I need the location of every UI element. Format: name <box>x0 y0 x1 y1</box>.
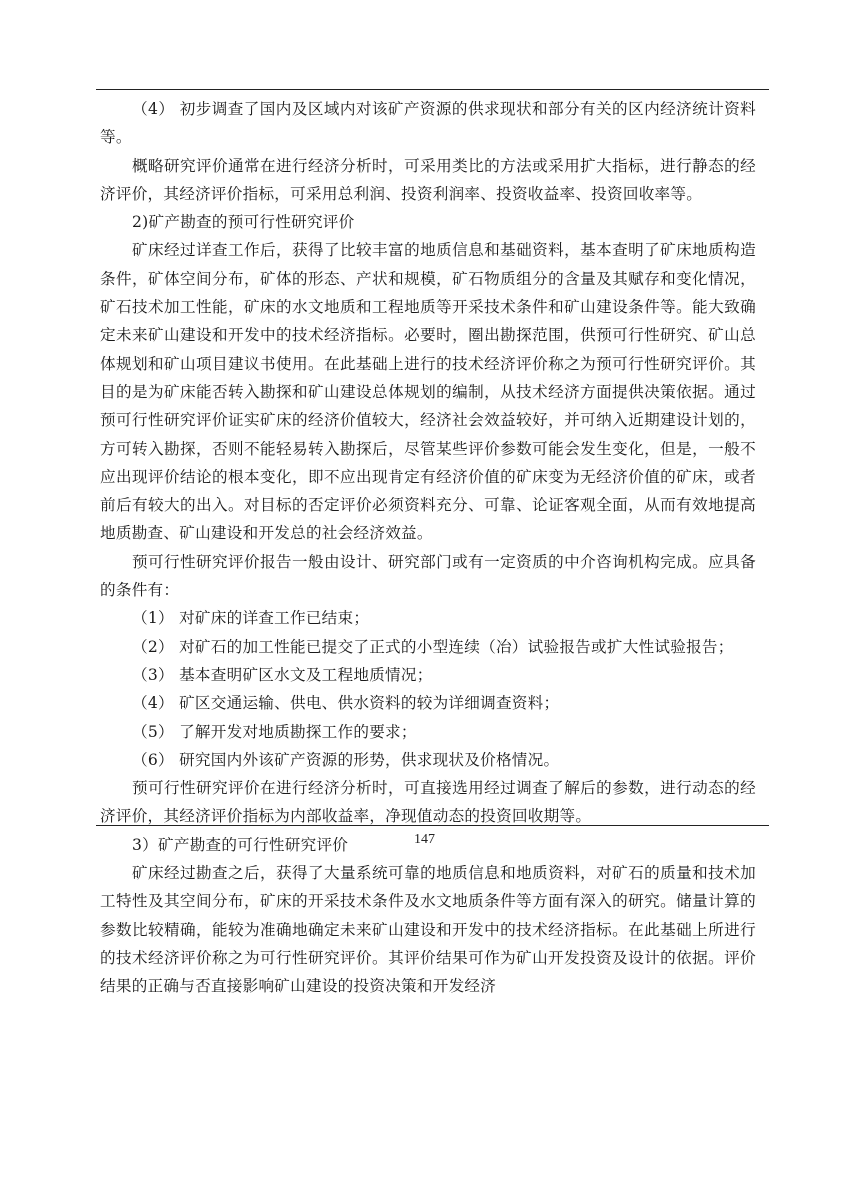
section-heading-feasibility: 3）矿产勘查的可行性研究评价 <box>132 835 349 854</box>
list-item-6: （6） 研究国内外该矿产资源的形势，供求现状及价格情况。 <box>132 750 560 769</box>
paragraph-5: 预可行性研究评价在进行经济分析时，可直接选用经过调查了解后的参数，进行动态的经济评价，其经济评价指标为内部收益率，净现值动态的投资回收期等。 <box>100 779 756 826</box>
list-item-2: （2） 对矿石的加工性能已提交了正式的小型连续（冶）试验报告或扩大性试验报告； <box>132 637 734 656</box>
header-rule <box>96 89 769 90</box>
paragraph-4: 预可行性研究评价报告一般由设计、研究部门或有一定资质的中介咨询机构完成。应具备的条件有： <box>100 552 756 600</box>
footer-rule <box>96 825 769 826</box>
list-item-5: （5） 了解开发对地质勘探工作的要求； <box>132 722 417 741</box>
page-number: 147 <box>414 832 435 847</box>
list-item-4: （4） 矿区交通运输、供电、供水资料的较为详细调查资料； <box>132 694 560 713</box>
paragraph-2: 概略研究评价通常在进行经济分析时，可采用类比的方法或采用扩大指标，进行静态的经济评价，其经济评价指标，可采用总利润、投资利润率、投资收益率、投资回收率等。 <box>100 156 756 203</box>
section-heading-pre-feasibility: 2)矿产勘查的预可行性研究评价 <box>132 213 355 232</box>
paragraph-6: 矿床经过勘查之后，获得了大量系统可靠的地质信息和地质资料，对矿石的质量和技术加工特性及其空间分布，矿床的开采技术条件及水文地质条件等方面有深入的研究。储量计算的参数比较精确，能较为准确地确定未来矿山建设和开发中的技术经济指标。在此基础上所进行的技术经济评价称之为可行性研究评价。其评价结果可作为矿山开发投资及设计的依据。评价结果的正确与否直接影响矿山建设的投资决策和开发经济 <box>100 864 756 996</box>
body-text <box>100 95 756 1001</box>
paragraph-3: 矿床经过详查工作后，获得了比较丰富的地质信息和基础资料，基本查明了矿床地质构造条件，矿体空间分布，矿体的形态、产状和规模，矿石物质组分的含量及其赋存和变化情况，矿石技术加工性能，矿床的水文地质和工程地质等开采技术条件和矿山建设条件等。能大致确定未来矿山建设和开发中的技术经济指标。必要时，圈出勘探范围，供预可行性研究、矿山总体规划和矿山项目建议书使用。在此基础上进行的技术经济评价称之为预可行性研究评价。其目的是为矿床能否转入勘探和矿山建设总体规划的编制，从技术经济方面提供决策依据。通过预可行性研究评价证实矿床的经济价值较大，经济社会效益较好，并可纳入近期建设计划的，方可转入勘探，否则不能轻易转入勘探后，尽管某些评价参数可能会发生变化，但是，一般不应出现评价结论的根本变化，即不应出现肯定有经济价值的矿床变为无经济价值的矿床，或者前后有较大的出入。对目标的否定评价必须资料充分、可靠、论证客观全面，从而有效地提高地质勘查、矿山建设和开发总的社会经济效益。 <box>100 241 756 543</box>
list-item-3: （3） 基本查明矿区水文及工程地质情况； <box>132 665 433 684</box>
paragraph-1: （4） 初步调查了国内及区域内对该矿产资源的供求现状和部分有关的区内经济统计资料等。 <box>100 100 756 147</box>
list-item-1: （1） 对矿床的详查工作已结束； <box>132 609 370 628</box>
